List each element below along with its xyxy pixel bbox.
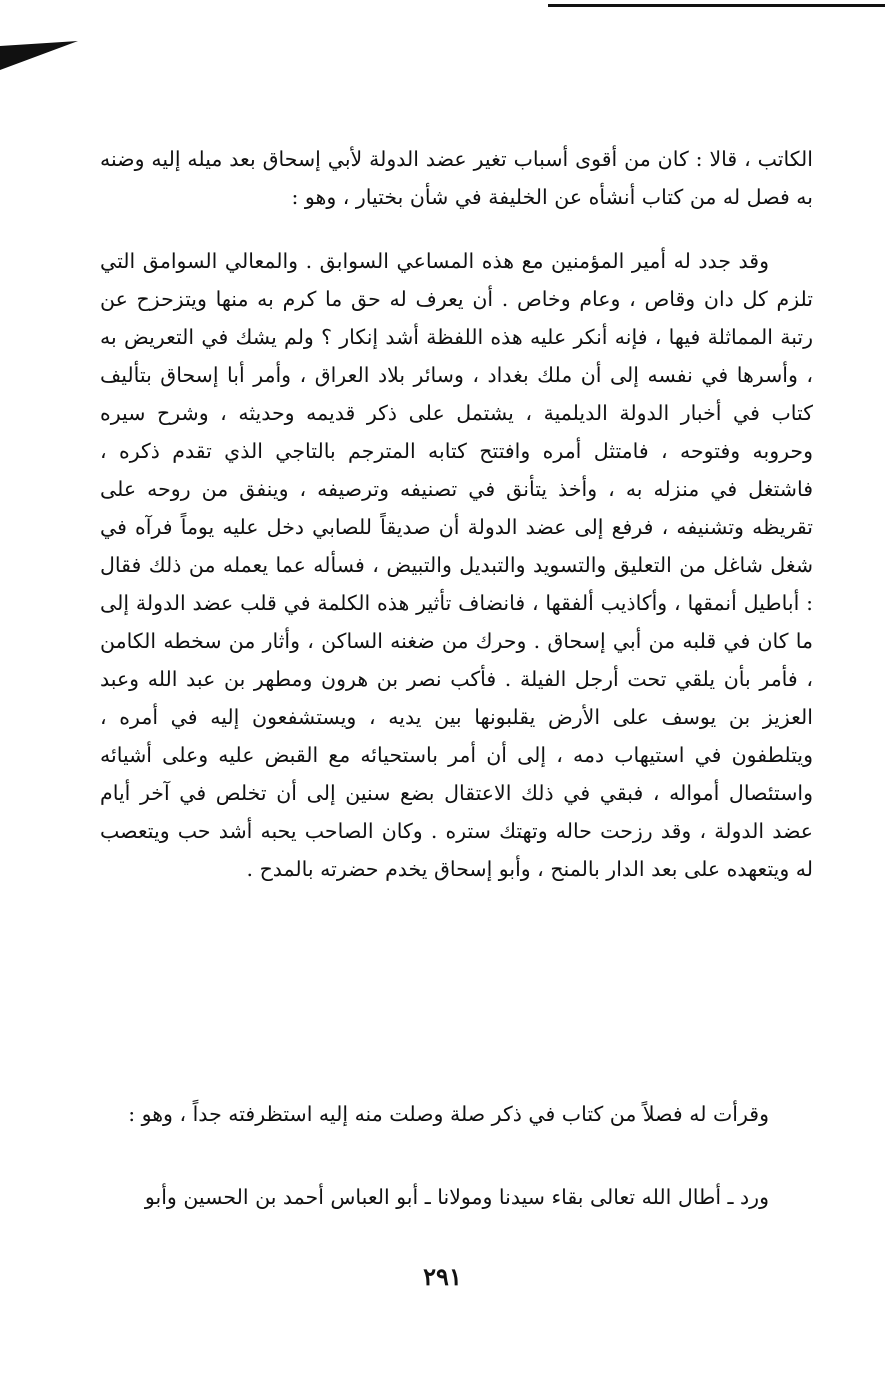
page-top-rule: [548, 4, 885, 7]
page-number: ٢٩١: [423, 1262, 462, 1291]
intro-paragraph: [100, 140, 813, 216]
quote-intro-paragraph: [100, 1095, 813, 1133]
last-paragraph: [100, 1178, 813, 1216]
last-text: ورد ـ أطال الله تعالى بقاء سيدنا ومولانا ـ أبو العباس أحمد بن الحسين وأبو: [144, 1185, 769, 1209]
page-corner-mark: [0, 0, 80, 72]
main-paragraph: [100, 242, 813, 888]
quote-intro-text: وقرأت له فصلاً من كتاب في ذكر صلة وصلت منه إليه استظرفته جداً ، وهو :: [128, 1102, 769, 1126]
intro-text: الكاتب ، قالا : كان من أقوى أسباب تغير عضد الدولة لأبي إسحاق بعد ميله إليه وضنه به فصل له من كتاب أنشأه عن الخليفة في شأن بختيار ، وهو :: [100, 147, 813, 209]
main-text: وقد جدد له أمير المؤمنين مع هذه المساعي السوابق . والمعالي السوامق التي تلزم كل دان وقاص ، وعام وخاص . أن يعرف له حق ما كرم به منها ويتزحزح عن رتبة المماثلة فيها ، فإنه أنكر عليه هذه اللفظة أشد إنكار ؟ ولم يشك في التعريض به ، وأسرها في نفسه إلى أن ملك بغداد ، وسائر بلاد العراق ، وأمر أبا إسحاق بتأليف كتاب في أخبار الدولة الديلمية ، يشتمل على ذكر قديمه وحديثه ، وشرح سيره وحروبه وفتوحه ، فامتثل أمره وافتتح كتابه المترجم بالتاجي الذي تقدم ذكره ، فاشتغل في منزله به ، وأخذ يتأنق في تصنيفه وترصيفه ، وينفق من روحه على تقريظه وتشنيفه ، فرفع إلى عضد الدولة أن صديقاً للصابي دخل عليه يوماً فرآه في شغل شاغل من التعليق والتسويد والتبديل والتبيض ، فسأله عما يعمله من ذلك فقال : أباطيل أنمقها ، وأكاذيب ألفقها ، فانضاف تأثير هذه الكلمة في قلب عضد الدولة إلى ما كان في قلبه من أبي إسحاق . وحرك من ضغنه الساكن ، وأثار من سخطه الكامن ، فأمر بأن يلقي تحت أرجل الفيلة . فأكب نصر بن هرون ومطهر بن عبد الله وعبد العزيز بن يوسف على الأرض يقلبونها بين يديه ، ويستشفعون إليه في أمره ، ويتلطفون في استيهاب دمه ، إلى أن أمر باستحيائه مع القبض عليه وعلى أشيائه واستئصال أمواله ، فبقي في ذلك الاعتقال بضع سنين إلى أن تخلص في آخر أيام عضد الدولة ، وقد رزحت حاله وتهتك ستره . وكان الصاحب يحبه أشد حب ويتعصب له ويتعهده على بعد الدار بالمنح ، وأبو إسحاق يخدم حضرته بالمدح .: [100, 249, 813, 881]
